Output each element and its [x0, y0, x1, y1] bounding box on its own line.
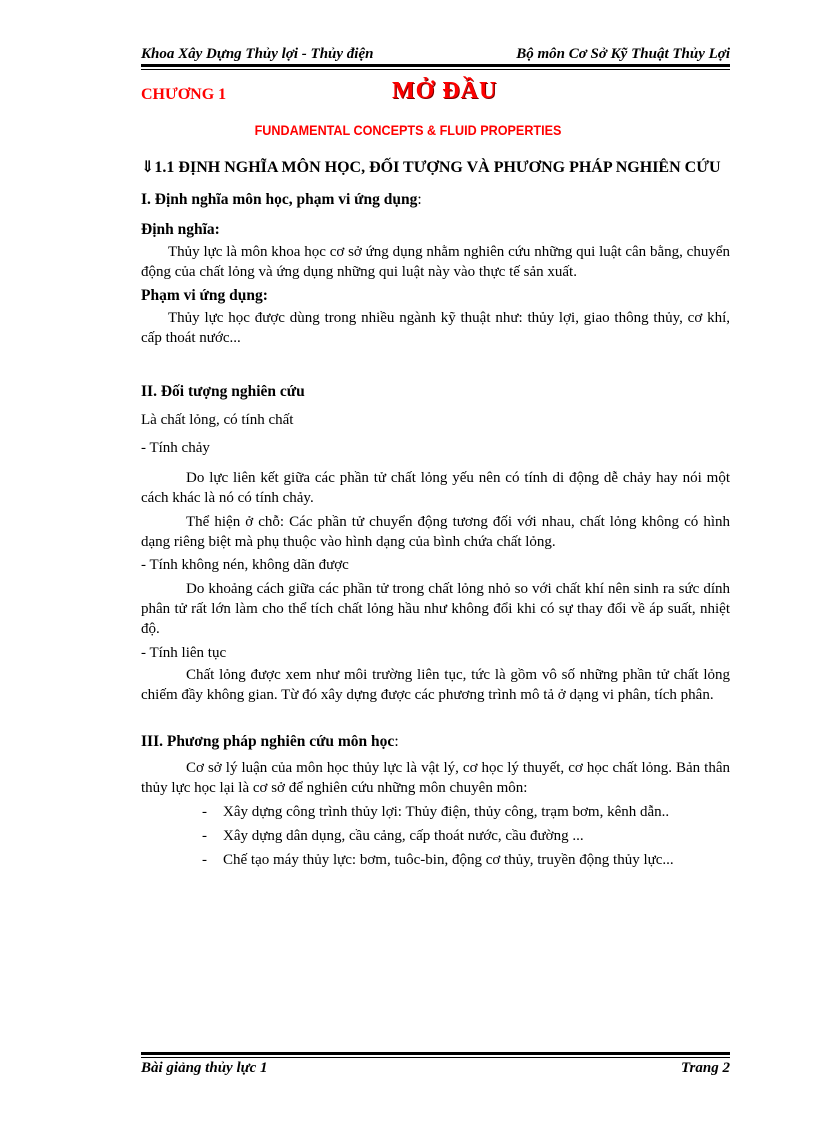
header-department: Bộ môn Cơ Sở Kỹ Thuật Thủy Lợi	[516, 46, 730, 62]
list-item-text: Chế tạo máy thủy lực: bơm, tuôc-bin, động cơ thủy, truyền động thủy lực...	[223, 852, 674, 868]
scope-heading: Phạm vi ứng dụng:	[141, 287, 268, 304]
section-title-text: 1.1 ĐỊNH NGHĨA MÔN HỌC, ĐỐI TƯỢNG VÀ PHƯƠNG PHÁP NGHIÊN CỨU	[154, 159, 721, 176]
part3-heading-colon: :	[394, 733, 399, 750]
footer-rule-thin	[141, 1057, 730, 1058]
section-heading	[141, 156, 730, 178]
footer-course: Bài giảng thủy lực 1	[141, 1060, 268, 1076]
part2-heading: II. Đối tượng nghiên cứu	[141, 383, 305, 400]
part1-heading	[141, 190, 730, 210]
part1-heading-text: I. Định nghĩa môn học, phạm vi ứng dụng	[141, 191, 418, 208]
dash-bullet: -	[202, 804, 207, 820]
scope-text: Thủy lực học được dùng trong nhiều ngành kỹ thuật như: thủy lợi, giao thông thủy, cơ khí, cấp thoát nước...	[141, 310, 730, 346]
part3-heading	[141, 732, 730, 752]
part3-heading-text: III. Phương pháp nghiên cứu môn học	[141, 733, 395, 750]
continuity-text: Chất lỏng được xem như môi trường liên tục, tức là gồm vô số những phần tử chất lỏng chiếm đầy không gian. Từ đó xây dựng được các phương trình mô tả ở dạng vi phân, tích phân.	[141, 667, 730, 703]
fluidity-text-1: Do lực liên kết giữa các phần tử chất lỏng yếu nên có tính di động dễ chảy hay nói một cách khác là nó có tính chảy.	[141, 470, 730, 506]
part3-text: Cơ sở lý luận của môn học thủy lực là vật lý, cơ học lý thuyết, cơ học chất lỏng. Bản thân thủy lực học lại là cơ sở để nghiên cứu những môn chuyên môn:	[141, 760, 730, 796]
property-incompressible: - Tính không nén, không dãn được	[141, 557, 349, 573]
incompressible-text: Do khoảng cách giữa các phần tử trong chất lỏng nhỏ so với chất khí nên sinh ra sức dính phân tử rất lớn làm cho thể tích chất lỏng hầu như không đổi khi có sự thay đổi về áp suất, nhiệt độ.	[141, 581, 730, 637]
down-arrow-icon: ⇓	[141, 159, 155, 176]
list-item	[202, 850, 730, 870]
list-item-text: Xây dựng dân dụng, cầu cảng, cấp thoát nước, cầu đường ...	[223, 828, 584, 844]
list-item	[202, 802, 730, 822]
applications-list	[141, 802, 730, 870]
header-rule	[141, 64, 730, 67]
dash-bullet: -	[202, 852, 207, 868]
chapter-title: MỞ ĐẦU	[392, 78, 498, 104]
part2-intro: Là chất lỏng, có tính chất	[141, 412, 294, 428]
property-continuity: - Tính liên tục	[141, 645, 227, 661]
dash-bullet: -	[202, 828, 207, 844]
definition-text: Thủy lực là môn khoa học cơ sở ứng dụng nhằm nghiên cứu những qui luật cân bằng, chuyển động của chất lỏng và ứng dụng những qui luật này vào thực tế sản xuất.	[141, 244, 730, 280]
page-footer	[141, 1060, 730, 1082]
page-number: Trang 2	[680, 1060, 730, 1076]
main-content	[141, 156, 730, 874]
property-fluidity: - Tính chảy	[141, 440, 210, 456]
header-rule-thin	[141, 69, 730, 70]
footer-rule	[141, 1052, 730, 1055]
chapter-subtitle: FUNDAMENTAL CONCEPTS & FLUID PROPERTIES	[254, 122, 562, 138]
list-item-text: Xây dựng công trình thủy lợi: Thủy điện, thủy công, trạm bơm, kênh dẫn..	[223, 804, 670, 820]
list-item	[202, 826, 730, 846]
header-faculty: Khoa Xây Dựng Thủy lợi - Thủy điện	[141, 46, 374, 62]
chapter-label: CHƯƠNG 1	[141, 86, 227, 103]
page-header	[141, 44, 730, 66]
fluidity-text-2: Thể hiện ở chỗ: Các phần tử chuyển động tương đối với nhau, chất lỏng không có hình dạng riêng biệt mà phụ thuộc vào hình dạng của bình chứa chất lỏng.	[141, 514, 730, 550]
definition-heading: Định nghĩa:	[141, 221, 220, 238]
part1-heading-colon: :	[417, 191, 422, 208]
